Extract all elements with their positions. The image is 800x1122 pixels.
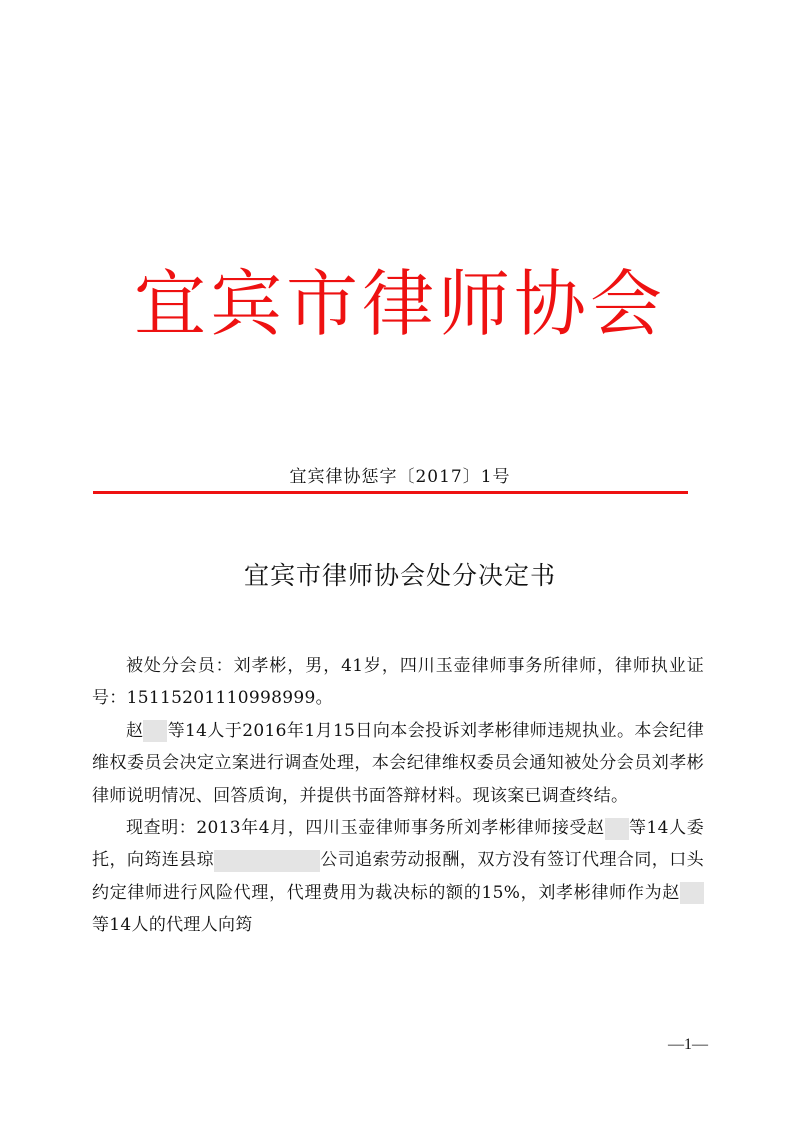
paragraph-text: 被处分会员：刘孝彬，男，41岁，四川玉壶律师事务所律师，律师执业证号：15115201110998999。: [92, 656, 704, 709]
document-title: 宜宾市律师协会处分决定书: [243, 561, 556, 590]
redaction-mask: [680, 882, 704, 904]
paragraph-text: 赵: [126, 720, 144, 741]
redaction-mask: [605, 818, 629, 840]
document-number: 宜宾律协惩字〔2017〕1号: [289, 467, 511, 487]
paragraph-respondent-info: [92, 650, 704, 715]
redaction-mask: [143, 720, 167, 742]
paragraph-text: 等14人委托，向筠连县琼: [92, 818, 704, 871]
paragraph-text: 公司追索劳动报酬，双方没有签订代理合同，口头约定律师进行风险代理，代理费用为裁决标的额的15%，刘孝彬律师作为赵: [92, 850, 704, 903]
document-body: [92, 650, 704, 942]
redaction-mask: [214, 850, 320, 872]
paragraph-text: 现查明：2013年4月，四川玉壶律师事务所刘孝彬律师接受赵: [126, 818, 605, 839]
page-number: —1—: [668, 1036, 708, 1053]
red-divider-line: [93, 491, 688, 494]
paragraph-text: 等14人的代理人向筠: [92, 915, 253, 936]
org-masthead: 宜宾市律师协会: [133, 262, 666, 346]
paragraph-complaint: [92, 715, 704, 812]
paragraph-text: 等14人于2016年1月15日向本会投诉刘孝彬律师违规执业。本会纪律维权委员会决定立案进行调查处理，本会纪律维权委员会通知被处分会员刘孝彬律师说明情况、回答质询，并提供书面答辩材料。现该案已调查终结。: [92, 720, 704, 806]
paragraph-findings: [92, 812, 704, 942]
